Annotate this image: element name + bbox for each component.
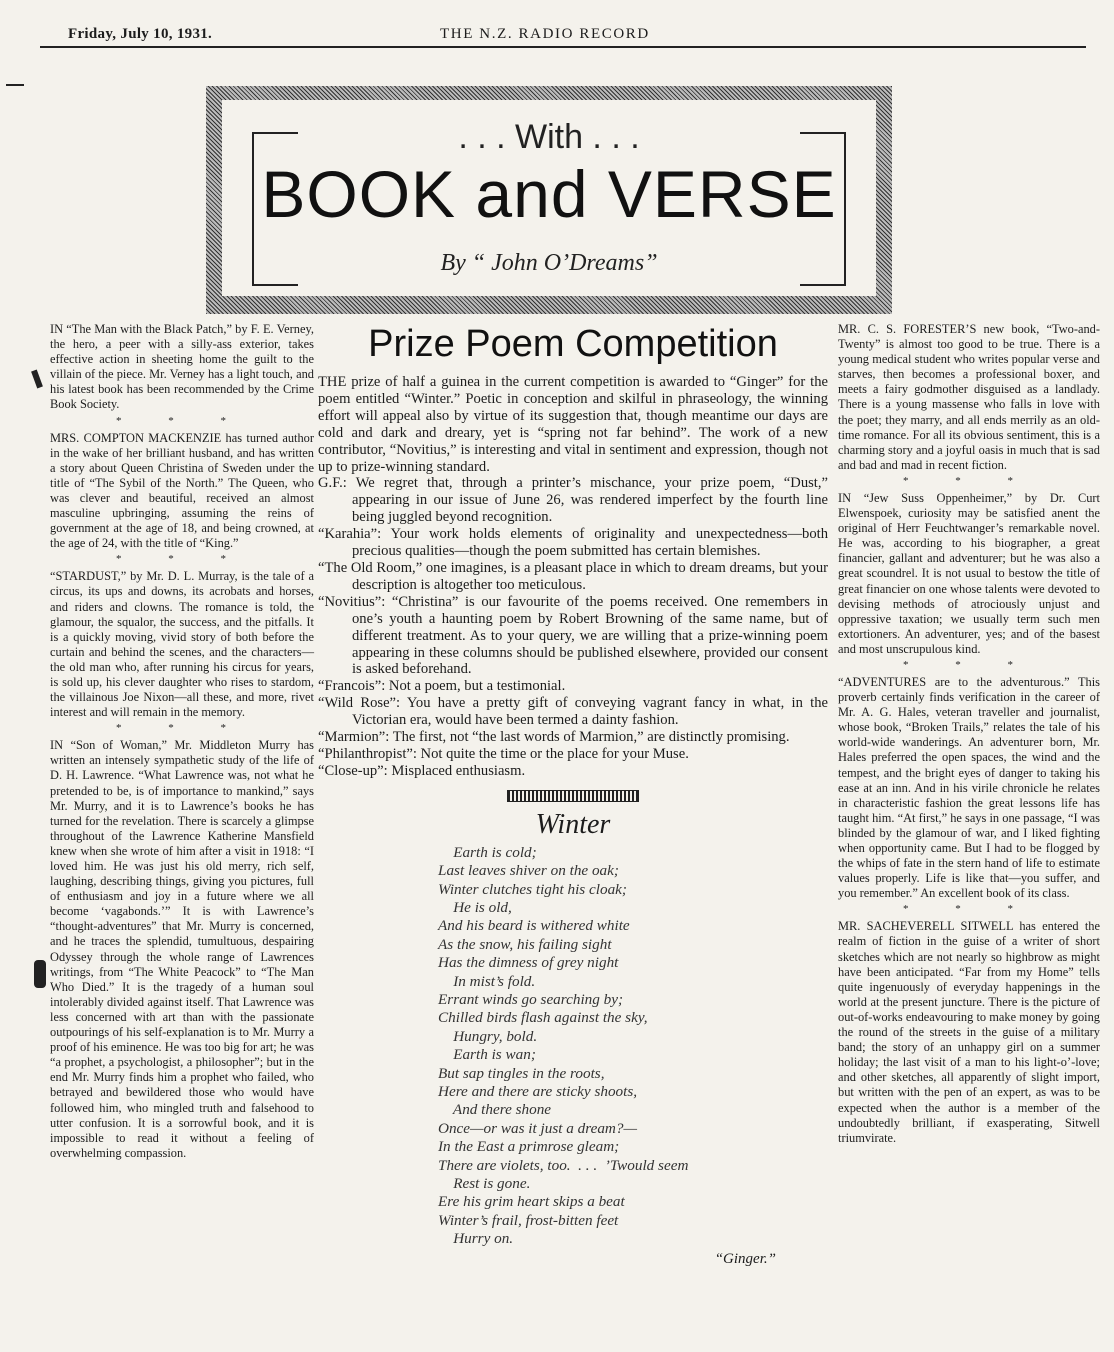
review-paragraph: IN “Son of Woman,” Mr. Middleton Murry has written an intensely sympathetic study of the life of D. H. Lawrence. “What Lawrence was, not what he pretended to be, is of importance to mankind,” says Mr. Murry, and it is to Lawrence’s books he has turned for the revelation. There is scarcely a glimpse throughout of the Lawrence Katherine Mansfield knew when she wrote of him after a visit in 1918: “I loved him. He was just his old merry, rich self, laughing, describing things, giving you pictures, full of enthusiasm and joy in a future where we all become ‘vagabonds.’” It is with Lawrence’s “thought-adventures” that Mr. Murry is concerned, and he traces the splendid, tumultuous, despairing Odyssey through the whole range of Lawrences writings, from “The White Peacock” to “The Man Who Died.” It is the tragedy of a human soul intolerably divided against itself. That Lawrence was less concerned with art than with the passionate outpourings of his self-explanation is to Mr. Murry a proof of his eminence. He was too big for art; he was “a prophet, a psychologist, a philosopher”; but in the end Mr. Murry finds him a prophet who failed, who betrayed and bewildered those who would have followed him, who mingled truth and falsehood to utter confusion. It is a sorrowful book, and it is impossible to read it without a feeling of overwhelming compassion. (50, 738, 314, 1160)
review-paragraph: MR. C. S. FORESTER’S new book, “Two-and-Twenty” is almost too good to be true. There is a young medical student who writes popular verse and starves, then becomes a professional boxer, and meets a fairy godmother disguised as a landlady. There is a young massense who falls in love with the poet; they marry, and all ends merrily as an old-time romance. For all its obvious sentiment, this is a charming story and a joyful oasis in much that is sad and bad and mad in recent fiction. (838, 322, 1100, 472)
middle-column (318, 322, 828, 1268)
separator-stars: * * * (903, 658, 1035, 671)
ornament-bar (507, 790, 639, 802)
poem-title: Winter (535, 808, 611, 840)
margin-mark (6, 84, 24, 86)
poem-line: He is old, (438, 898, 512, 916)
separator-stars: * * * (903, 474, 1035, 487)
review-paragraph: IN “Jew Suss Oppenheimer,” by Dr. Curt Elwenspoek, curiosity may be satisfied anent the original of Herr Feuchtwanger’s remarkable novel. He was, according to his biographer, a great financier, gallant and adventurer; but he was also a great scoundrel. It is not usual to bestow the title of great financier on one whose talents were devoted to devising methods of atrociously unjust and oppressive taxation; we usually term such men extortioners. An adventurer, yes; and of the basest and most unscrupulous kind. (838, 490, 1100, 656)
poem-line: In the East a primrose gleam; (438, 1138, 620, 1156)
ornament-divider (318, 790, 828, 804)
banner-with-line: . . . With . . . (458, 118, 640, 156)
contributor-note: “Novitius”: “Christina” is our favourite of the poems received. One remembers in one’s youth a haunting poem by Robert Browning of the same name, but of different treatment. As to your query, we are willing that a prize-winning poem appearing in these columns should be published elsewhere, provided our consent is asked beforehand. (318, 593, 828, 678)
contributor-note: “The Old Room,” one imagines, is a pleasant place in which to dream dreams, but your description is altogether too meticulous. (318, 559, 828, 593)
poem-line: Has the dimness of grey night (438, 954, 619, 972)
poem-line: Here and there are sticky shoots, (438, 1083, 638, 1101)
review-paragraph: “STARDUST,” by Mr. D. L. Murray, is the tale of a circus, its ups and downs, its acrobats and horses, and riders and clowns. The romance is told, the glamour, the squalor, the success, and the pitfalls. It is a quickly moving, vivid story of both before the curtain and behind the scenes, and the characters—the old man who, after running his circus for years, is sold up, his clever daughter who rises to stardom, the villainous Joe Nixon—all these, and more, rivet interest and will remain in the memory. (50, 569, 314, 720)
poem-line: Chilled birds flash against the sky, (438, 1009, 648, 1027)
poem-line: As the snow, his failing sight (438, 935, 612, 953)
poem-line: Rest is gone. (438, 1175, 531, 1193)
contributor-note: G.F.: We regret that, through a printer’s mischance, your prize poem, “Dust,” appearing in our issue of June 26, was rendered imperfect by the fourth line being juggled beyond recognition. (318, 475, 828, 526)
review-paragraph: “ADVENTURES are to the adventurous.” This proverb certainly finds verification in the career of Mr. A. G. Hales, veteran traveller and journalist, whose book, “Broken Trails,” relates the tale of his world-wide wanderings. An adventurer born, Mr. Hales preferred the open spaces, the wind and the tempest, and the bright eyes of danger to taking his ease at an inn. And in his virile chronicle he relates in characteristic fashion the great lessons life has taught him. “At first,” he says in one passage, “I was blinded by the glamour of war, and I liked fighting when opportunity came. But I had to be flogged by the whips of fate in the stern hand of life to estimate values properly. Life is like that—you suffer, and you remember.” An excellent book of its class. (838, 674, 1100, 901)
review-paragraph: MRS. COMPTON MACKENZIE has turned author in the wake of her brilliant husband, and has written a story about Queen Christina of Sweden under the title of “The Sybil of the North.” The Queen, who was clever and beautiful, received an almost masculine upbringing, assuming the reins of government at the age of 18, and being crowned, at the age of 24, with the title of “King.” (50, 430, 314, 551)
poem-line: Ere his grim heart skips a beat (438, 1193, 625, 1211)
poem-signature: “Ginger.” (714, 1250, 776, 1267)
contributor-note: “Close-up”: Misplaced enthusiasm. (318, 762, 526, 779)
left-column (50, 322, 314, 1163)
contributor-note: “Marmion”: The first, not “the last words of Marmion,” are distinctly promising. (318, 729, 790, 746)
poem-line: Errant winds go searching by; (438, 991, 624, 1008)
poem-line: Once—or was it just a dream?— (438, 1119, 637, 1137)
paper-name: THE N.Z. RADIO RECORD (440, 26, 650, 42)
poem-line: Winter’s frail, frost-bitten feet (438, 1211, 619, 1229)
running-head (68, 26, 1088, 46)
poem-line: Winter clutches tight his cloak; (438, 880, 627, 898)
review-paragraph: IN “The Man with the Black Patch,” by F. E. Verney, the hero, a peer with a silly-ass exterior, takes effective action in sheeting home the guilt to the villain of the piece. Mr. Verney has a light touch, and his latest book has been recommended by the Crime Book Society. (50, 322, 314, 412)
poem-line: And his beard is withered white (438, 917, 630, 935)
header-rule (40, 46, 1086, 48)
poem-line: Earth is cold; (438, 843, 537, 861)
poem-line: In mist’s fold. (438, 972, 536, 990)
separator-stars: * * * (116, 553, 248, 566)
issue-date: Friday, July 10, 1931. (68, 26, 213, 42)
poem-line: Last leaves shiver on the oak; (438, 862, 619, 880)
separator-stars: * * * (116, 414, 248, 427)
margin-mark (34, 960, 46, 988)
margin-mark (31, 370, 43, 389)
article-title: Prize Poem Competition (368, 323, 778, 365)
poem-line: Hungry, bold. (438, 1027, 538, 1045)
poem-line: And there shone (438, 1101, 552, 1119)
competition-intro: THE prize of half a guinea in the current competition is awarded to “Ginger” for the poem entitled “Winter.” Poetic in conception and skilful in phraseology, the winning effort will appeal also by virtue of its suggestion that, though meantime our days are cold and dark and dreary, yet is “spring not far behind”. The work of a new contributor, “Novitius,” is interesting and vital in sentiment and expression, though not up to prize-winning standard. (318, 374, 828, 475)
poem-line: Hurry on. (438, 1230, 514, 1248)
separator-stars: * * * (116, 722, 248, 735)
review-paragraph: MR. SACHEVERELL SITWELL has entered the realm of fiction in the guise of a writer of short sketches which are not nearly so highbrow as might have been anticipated. “Far from my Home” tells quite ingenuously of everyday happenings in the world at the present juncture. There is the picture of out-of-works endeavouring to make money by going the round of the streets in the guise of a military band; the story of an unhappy girl on a summer holiday; the last visit of a man to his light-o’-love; and other sketches, all apparently of slight import, but written with the pen of an expert, as was to be expected when the author is a member of the undoubtedly brilliant, if exasperating, Sitwell triumvirate. (838, 919, 1100, 1145)
banner-byline: By “ John O’Dreams” (440, 250, 658, 276)
poem-line: Earth is wan; (438, 1046, 536, 1064)
contributor-note: “Wild Rose”: You have a pretty gift of conveying vagrant fancy in what, in the Victorian era, would have been termed a dainty fashion. (318, 695, 828, 729)
contributor-note: “Francois”: Not a poem, but a testimonial. (318, 678, 566, 695)
banner-title: BOOK and VERSE (261, 157, 837, 231)
separator-stars: * * * (903, 903, 1035, 916)
poem-body (438, 844, 828, 1249)
right-column (838, 322, 1100, 1148)
banner-panel (222, 100, 876, 296)
contributor-note: “Karahia”: Your work holds elements of originality and unexpectedness—both precious qualities—though the poem submitted has certain blemishes. (318, 526, 828, 560)
poem-line: But sap tingles in the roots, (438, 1064, 605, 1082)
section-banner (206, 86, 892, 314)
contributor-note: “Philanthropist”: Not quite the time or the place for your Muse. (318, 745, 689, 762)
poem-line: There are violets, too. . . . ’Twould seem (438, 1156, 689, 1174)
competition-notes (318, 374, 828, 780)
